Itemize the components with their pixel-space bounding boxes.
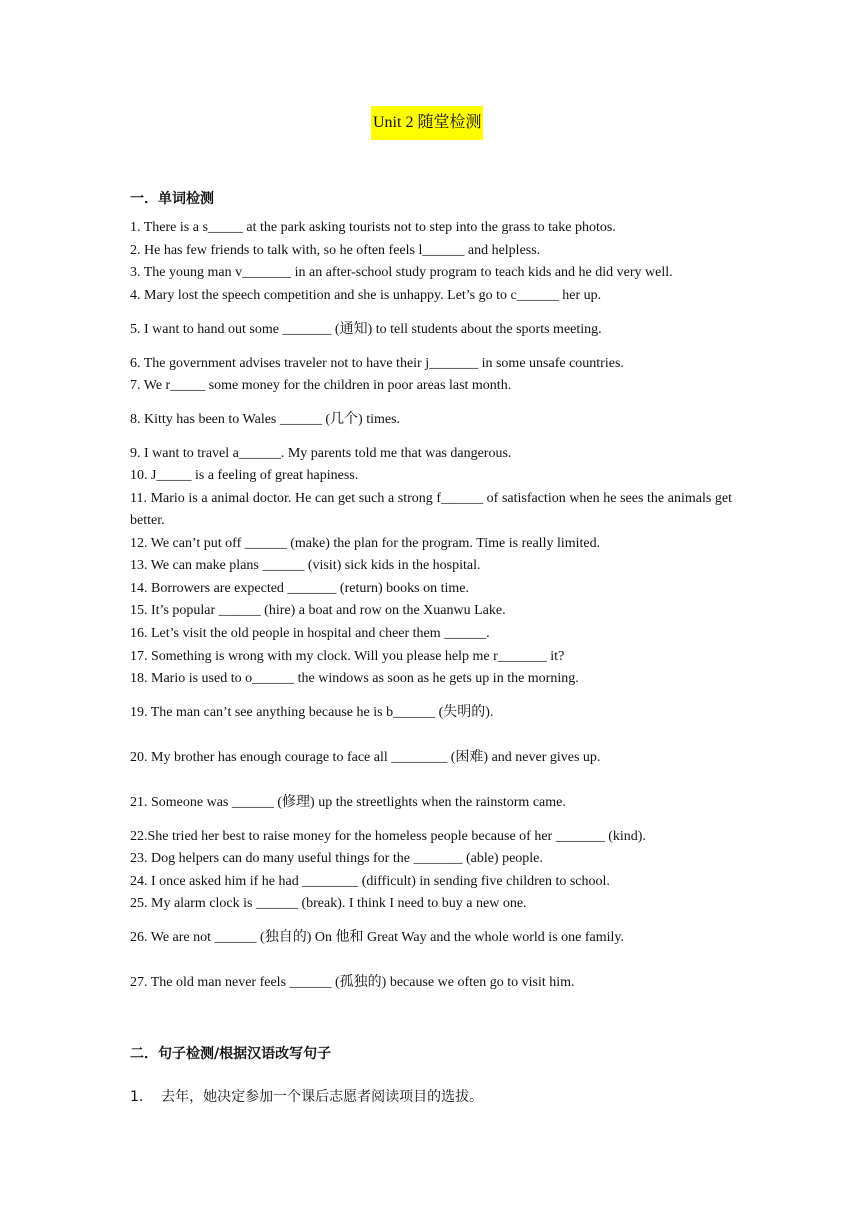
question-9: 9. I want to travel a______. My parents told me that was dangerous.	[130, 446, 512, 461]
question-14: 14. Borrowers are expected _______ (return) books on time.	[130, 581, 470, 596]
section-heading-sentences: 二．句子检测/根据汉语改写句子	[130, 1046, 332, 1062]
question-2: 2. He has few friends to talk with, so he often feels l______ and helpless.	[130, 243, 541, 258]
page-title: Unit 2 随堂检测	[371, 106, 483, 140]
question-8: 8. Kitty has been to Wales ______ (几个) times.	[130, 412, 401, 427]
question-25: 25. My alarm clock is ______ (break). I think I need to buy a new one.	[130, 896, 527, 911]
question-13: 13. We can make plans ______ (visit) sick kids in the hospital.	[130, 558, 481, 573]
question-24: 24. I once asked him if he had ________ (difficult) in sending five children to school.	[130, 874, 610, 889]
question-5: 5. I want to hand out some _______ (通知) to tell students about the sports meeting.	[130, 322, 602, 337]
question-3: 3. The young man v_______ in an after-school study program to teach kids and he did very well.	[130, 265, 673, 280]
question-11: 11. Mario is a animal doctor. He can get such a strong f______ of satisfaction when he sees the animals get better.	[130, 491, 732, 528]
question-23: 23. Dog helpers can do many useful things for the _______ (able) people.	[130, 851, 543, 866]
question-18: 18. Mario is used to o______ the windows as soon as he gets up in the morning.	[130, 671, 579, 686]
question-10: 10. J_____ is a feeling of great hapiness.	[130, 468, 359, 483]
question-17: 17. Something is wrong with my clock. Will you please help me r_______ it?	[130, 649, 565, 664]
question-22: 22.She tried her best to raise money for the homeless people because of her _______ (kind).	[130, 829, 646, 844]
question-19: 19. The man can’t see anything because he is b______ (失明的).	[130, 705, 494, 720]
section-heading-vocabulary: 一．单词检测	[130, 191, 214, 207]
question-6: 6. The government advises traveler not to have their j_______ in some unsafe countries.	[130, 356, 624, 371]
question-15: 15. It’s popular ______ (hire) a boat and row on the Xuanwu Lake.	[130, 603, 506, 618]
question-26: 26. We are not ______ (独自的) On 他和 Great Way and the whole world is one family.	[130, 930, 624, 945]
question-27: 27. The old man never feels ______ (孤独的) because we often go to visit him.	[130, 975, 575, 990]
question-20: 20. My brother has enough courage to face all ________ (困难) and never gives up.	[130, 750, 601, 765]
question-16: 16. Let’s visit the old people in hospital and cheer them ______.	[130, 626, 490, 641]
question-21: 21. Someone was ______ (修理) up the streetlights when the rainstorm came.	[130, 795, 566, 810]
question-4: 4. Mary lost the speech competition and she is unhappy. Let’s go to c______ her up.	[130, 288, 602, 303]
question-12: 12. We can’t put off ______ (make) the plan for the program. Time is really limited.	[130, 536, 601, 551]
question-7: 7. We r_____ some money for the children in poor areas last month.	[130, 378, 512, 393]
sentence-question-1: 1. 去年，她决定参加一个课后志愿者阅读项目的选拔。	[130, 1089, 484, 1105]
question-1: 1. There is a s_____ at the park asking tourists not to step into the grass to take photos.	[130, 220, 616, 235]
